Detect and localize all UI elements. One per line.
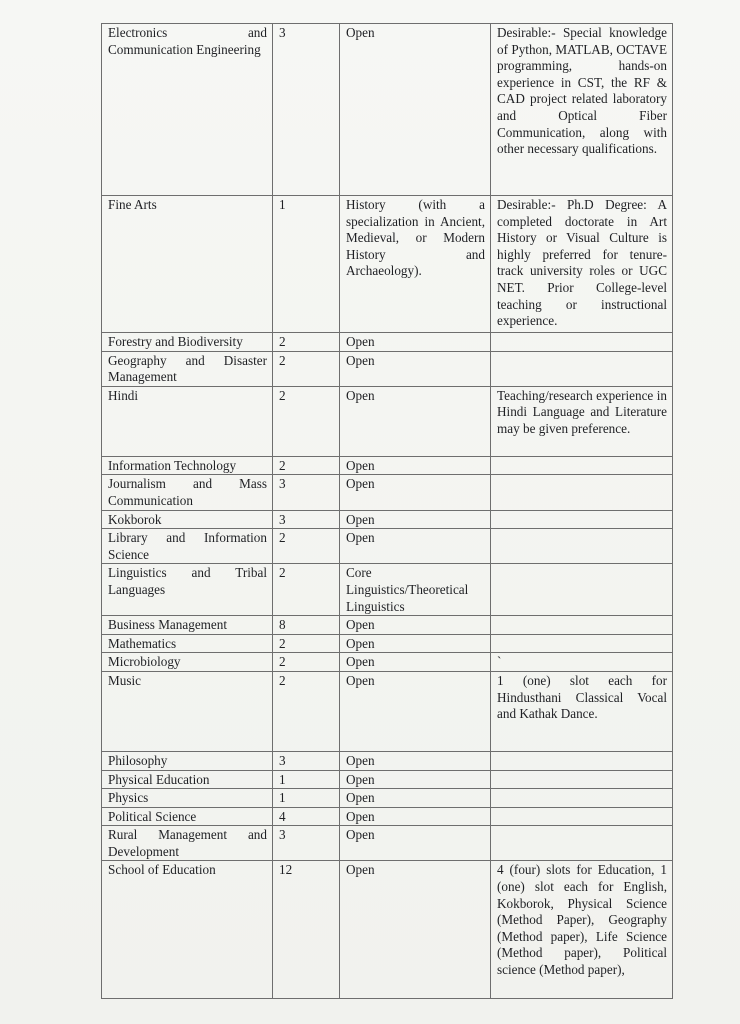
table-row xyxy=(102,671,673,751)
remarks-cell xyxy=(491,351,673,386)
table-row xyxy=(102,807,673,826)
table-row xyxy=(102,196,673,333)
remarks-cell xyxy=(491,770,673,789)
department-cell: Journalism and Mass Communication xyxy=(102,475,273,510)
posts-cell: 2 xyxy=(273,564,340,616)
specialization-cell: Open xyxy=(340,456,491,475)
table-row xyxy=(102,456,673,475)
specialization-cell: Open xyxy=(340,861,491,999)
department-cell: Information Technology xyxy=(102,456,273,475)
table-row xyxy=(102,564,673,616)
specialization-cell: Open xyxy=(340,789,491,808)
remarks-cell xyxy=(491,634,673,653)
specialization-cell: Open xyxy=(340,807,491,826)
specialization-cell: Open xyxy=(340,529,491,564)
posts-cell: 1 xyxy=(273,196,340,333)
specialization-cell: Core Linguistics/Theoretical Linguistics xyxy=(340,564,491,616)
table-row xyxy=(102,861,673,999)
table-row xyxy=(102,24,673,196)
department-cell: Linguistics and Tribal Languages xyxy=(102,564,273,616)
department-cell: Geography and Disaster Management xyxy=(102,351,273,386)
posts-cell: 12 xyxy=(273,861,340,999)
posts-cell: 3 xyxy=(273,826,340,861)
table-row xyxy=(102,751,673,770)
department-cell: Hindi xyxy=(102,386,273,456)
specialization-cell: Open xyxy=(340,351,491,386)
table-row xyxy=(102,826,673,861)
posts-cell: 2 xyxy=(273,671,340,751)
department-cell: Physics xyxy=(102,789,273,808)
remarks-cell xyxy=(491,826,673,861)
posts-cell: 1 xyxy=(273,770,340,789)
posts-cell: 2 xyxy=(273,351,340,386)
specialization-cell: Open xyxy=(340,634,491,653)
remarks-cell: Teaching/research experience in Hindi Language and Literature may be given preference. xyxy=(491,386,673,456)
posts-cell: 8 xyxy=(273,616,340,635)
department-cell: Political Science xyxy=(102,807,273,826)
department-cell: Kokborok xyxy=(102,510,273,529)
specialization-cell: Open xyxy=(340,386,491,456)
table-row xyxy=(102,616,673,635)
specialization-cell: Open xyxy=(340,475,491,510)
specialization-cell: Open xyxy=(340,826,491,861)
posts-cell: 2 xyxy=(273,333,340,352)
table-row xyxy=(102,333,673,352)
department-cell: Fine Arts xyxy=(102,196,273,333)
specialization-cell: Open xyxy=(340,751,491,770)
remarks-cell: Desirable:- Ph.D Degree: A completed doctorate in Art History or Visual Culture is highly preferred for tenure-track university roles or UGC NET. Prior College-level teaching or instructional experience. xyxy=(491,196,673,333)
remarks-cell xyxy=(491,456,673,475)
table-row xyxy=(102,351,673,386)
specialization-cell: Open xyxy=(340,671,491,751)
table-row xyxy=(102,510,673,529)
remarks-cell xyxy=(491,616,673,635)
remarks-cell: ` xyxy=(491,653,673,672)
specialization-cell: Open xyxy=(340,24,491,196)
specialization-cell: Open xyxy=(340,510,491,529)
department-cell: Mathematics xyxy=(102,634,273,653)
posts-cell: 3 xyxy=(273,751,340,770)
department-cell: Rural Management and Development xyxy=(102,826,273,861)
vacancy-table xyxy=(101,23,673,999)
remarks-cell xyxy=(491,529,673,564)
posts-cell: 2 xyxy=(273,386,340,456)
posts-cell: 2 xyxy=(273,529,340,564)
department-cell: School of Education xyxy=(102,861,273,999)
table-row xyxy=(102,634,673,653)
department-cell: Physical Education xyxy=(102,770,273,789)
remarks-cell xyxy=(491,789,673,808)
posts-cell: 3 xyxy=(273,475,340,510)
department-cell: Electronics and Communication Engineering xyxy=(102,24,273,196)
posts-cell: 4 xyxy=(273,807,340,826)
table-row xyxy=(102,789,673,808)
remarks-cell xyxy=(491,807,673,826)
table-row xyxy=(102,529,673,564)
table-row xyxy=(102,475,673,510)
table-row xyxy=(102,386,673,456)
posts-cell: 1 xyxy=(273,789,340,808)
specialization-cell: Open xyxy=(340,616,491,635)
posts-cell: 2 xyxy=(273,456,340,475)
remarks-cell xyxy=(491,510,673,529)
remarks-cell: Desirable:- Special knowledge of Python, MATLAB, OCTAVE programming, hands-on experience in CST, the RF & CAD project related laboratory and Optical Fiber Communication, along with other necessary qualifications. xyxy=(491,24,673,196)
remarks-cell xyxy=(491,475,673,510)
remarks-cell: 4 (four) slots for Education, 1 (one) slot each for English, Kokborok, Physical Science (Method Paper), Geography (Method paper), Life Science (Method paper), Political science (Method paper), xyxy=(491,861,673,999)
remarks-cell xyxy=(491,751,673,770)
table-row xyxy=(102,653,673,672)
department-cell: Philosophy xyxy=(102,751,273,770)
remarks-cell xyxy=(491,333,673,352)
remarks-cell xyxy=(491,564,673,616)
specialization-cell: Open xyxy=(340,653,491,672)
remarks-cell: 1 (one) slot each for Hindusthani Classical Vocal and Kathak Dance. xyxy=(491,671,673,751)
department-cell: Library and Information Science xyxy=(102,529,273,564)
specialization-cell: Open xyxy=(340,333,491,352)
specialization-cell: Open xyxy=(340,770,491,789)
posts-cell: 3 xyxy=(273,24,340,196)
table-row xyxy=(102,770,673,789)
department-cell: Forestry and Biodiversity xyxy=(102,333,273,352)
specialization-cell: History (with a specialization in Ancient, Medieval, or Modern History and Archaeology). xyxy=(340,196,491,333)
department-cell: Business Management xyxy=(102,616,273,635)
posts-cell: 3 xyxy=(273,510,340,529)
department-cell: Music xyxy=(102,671,273,751)
department-cell: Microbiology xyxy=(102,653,273,672)
posts-cell: 2 xyxy=(273,653,340,672)
vacancy-table-body xyxy=(102,24,673,999)
posts-cell: 2 xyxy=(273,634,340,653)
